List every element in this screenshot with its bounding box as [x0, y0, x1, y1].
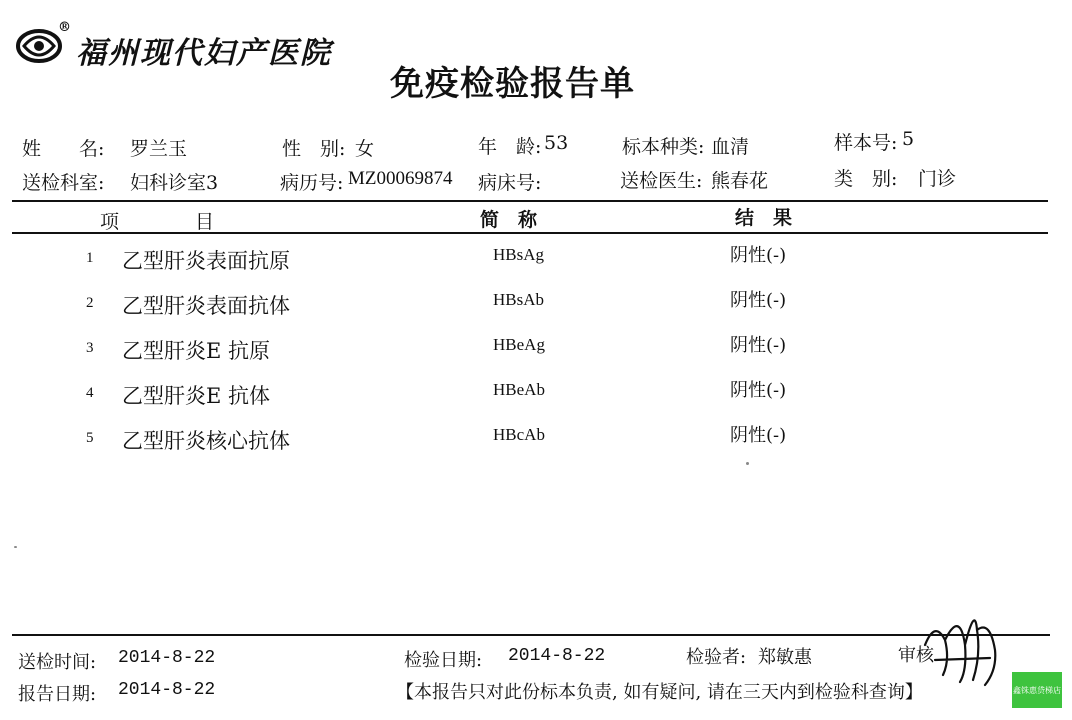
- reviewer-signature: [915, 600, 1005, 690]
- scan-speck: [746, 462, 749, 465]
- row-result: 阴性(-): [730, 335, 787, 356]
- doctor-value: 熊春花: [711, 170, 769, 192]
- name-value: 罗兰玉: [130, 138, 188, 160]
- dept-value: 妇科诊室3: [130, 172, 219, 194]
- column-header-item: 项 目: [100, 211, 215, 233]
- doctor-label: 送检医生:: [620, 170, 703, 192]
- row-abbreviation: HBeAb: [493, 380, 545, 399]
- record-label: 病历号:: [280, 172, 344, 194]
- dept-label: 送检科室:: [22, 172, 105, 194]
- row-result: 阴性(-): [730, 425, 787, 446]
- row-number: 5: [86, 430, 94, 446]
- row-abbreviation: HBsAb: [493, 290, 545, 309]
- row-abbreviation: HBcAb: [493, 425, 545, 444]
- sex-value: 女: [355, 138, 375, 160]
- column-header-abbr: 简 称: [480, 209, 538, 231]
- age-label: 年 龄:: [478, 136, 542, 158]
- disclaimer-notice: 【本报告只对此份标本负责, 如有疑问, 请在三天内到检验科查询】: [396, 682, 923, 703]
- row-abbreviation: HBeAg: [493, 335, 545, 354]
- report-date-value: 2014-8-22: [118, 680, 216, 700]
- specimen-value: 血清: [711, 136, 750, 158]
- send-time-value: 2014-8-22: [118, 648, 216, 668]
- bed-label: 病床号:: [478, 172, 542, 194]
- sample-no-label: 样本号:: [834, 132, 898, 154]
- row-number: 2: [86, 295, 94, 311]
- reviewer-label: 审核: [898, 645, 934, 666]
- age-value: 53: [544, 132, 569, 154]
- row-number: 4: [86, 385, 94, 401]
- report-title: 免疫检验报告单: [390, 64, 635, 104]
- footer-rule: [12, 634, 1050, 636]
- scan-speck: [14, 546, 17, 548]
- name-label: 姓 名:: [22, 138, 105, 160]
- category-label: 类 别:: [834, 168, 898, 190]
- row-number: 1: [86, 250, 94, 266]
- report-date-label: 报告日期:: [18, 684, 97, 705]
- test-date-value: 2014-8-22: [508, 646, 606, 666]
- category-value: 门诊: [918, 168, 957, 190]
- row-result: 阴性(-): [730, 245, 787, 266]
- row-item-name: 乙型肝炎E 抗原: [122, 339, 271, 363]
- sample-no-value: 5: [902, 128, 915, 150]
- row-number: 3: [86, 340, 94, 356]
- sex-label: 性 别:: [282, 138, 346, 160]
- record-value: MZ00069874: [348, 168, 453, 189]
- test-date-label: 检验日期:: [404, 650, 483, 671]
- column-header-result: 结 果: [735, 207, 793, 229]
- row-item-name: 乙型肝炎E 抗体: [122, 384, 271, 408]
- row-item-name: 乙型肝炎表面抗原: [122, 249, 290, 273]
- specimen-label: 标本种类:: [622, 136, 705, 158]
- row-abbreviation: HBsAg: [493, 245, 545, 264]
- tester-label: 检验者:: [686, 647, 747, 668]
- hospital-logo-icon: [14, 26, 64, 64]
- row-result: 阴性(-): [730, 290, 787, 311]
- row-item-name: 乙型肝炎核心抗体: [122, 429, 290, 453]
- watermark-badge: 鑫铢惠贷梯店: [1012, 672, 1062, 708]
- send-time-label: 送检时间:: [18, 652, 97, 673]
- row-item-name: 乙型肝炎表面抗体: [122, 294, 290, 318]
- hospital-name: 福州现代妇产医院: [76, 36, 332, 71]
- header-top-rule: [12, 200, 1048, 202]
- registered-mark: ®: [58, 20, 71, 35]
- row-result: 阴性(-): [730, 380, 787, 401]
- tester-value: 郑敏惠: [758, 647, 812, 668]
